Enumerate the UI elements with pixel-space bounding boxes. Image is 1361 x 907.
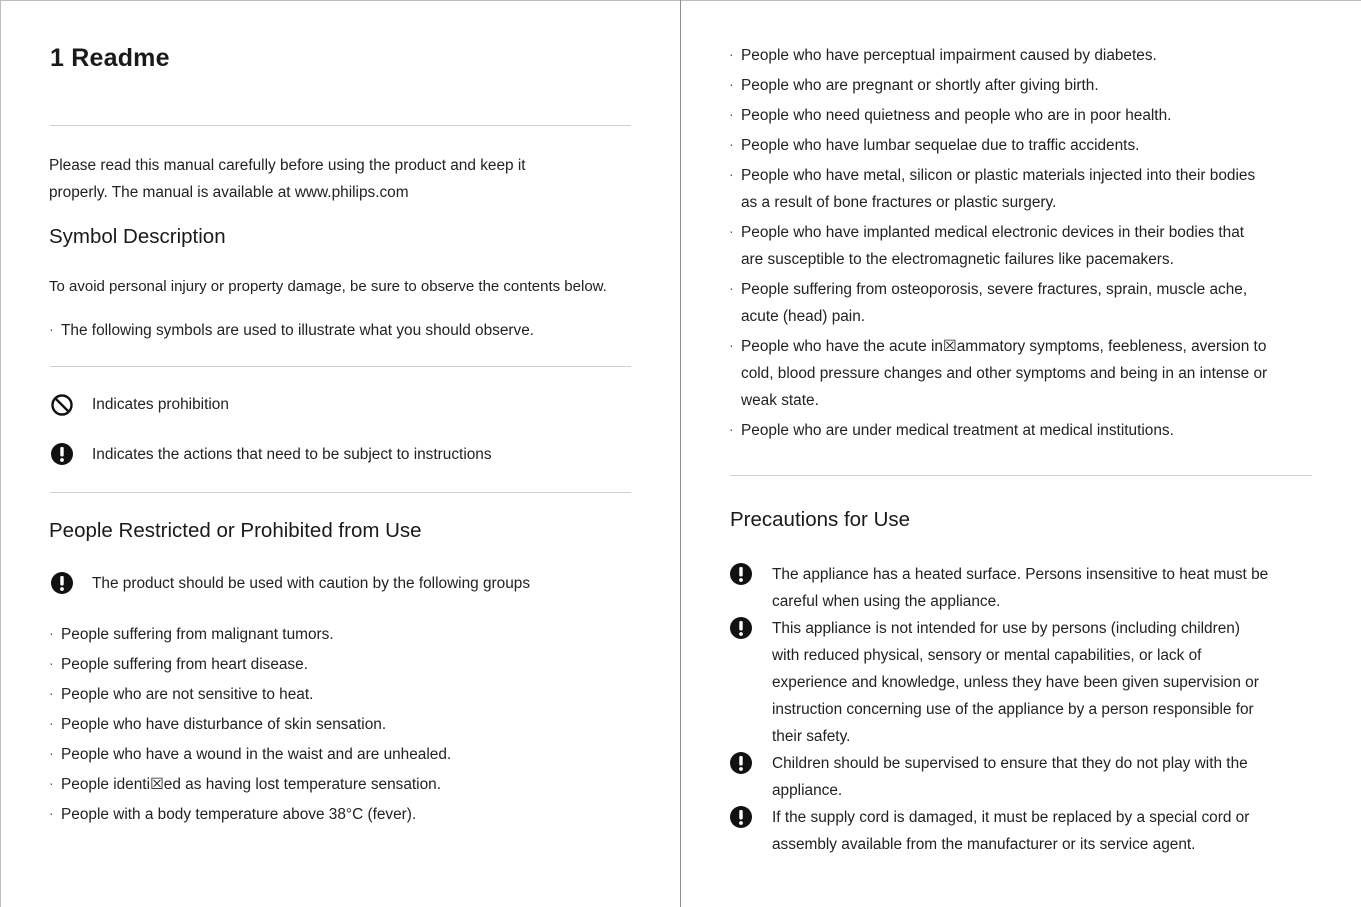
precaution-item: Children should be supervised to ensure that they do not play with the <box>772 755 1248 772</box>
bullet-dot: · <box>49 715 54 731</box>
precaution-item: their safety. <box>772 728 851 745</box>
divider <box>730 475 1312 476</box>
precaution-item: careful when using the appliance. <box>772 593 1001 610</box>
exclamation-icon <box>729 562 753 586</box>
exclamation-icon <box>50 571 74 595</box>
list-item: as a result of bone fractures or plastic surgery. <box>741 194 1057 211</box>
symbol-prohibition-label: Indicates prohibition <box>92 396 229 413</box>
restricted-heading: People Restricted or Prohibited from Use <box>49 519 422 542</box>
precaution-item: instruction concerning use of the appliance by a person responsible for <box>772 701 1254 718</box>
divider <box>50 366 631 367</box>
list-item: People who are under medical treatment at medical institutions. <box>741 422 1174 439</box>
page-title: 1 Readme <box>50 44 170 72</box>
precaution-item: experience and knowledge, unless they have been given supervision or <box>772 674 1259 691</box>
bullet-dot: · <box>49 655 54 671</box>
left-page <box>0 0 680 907</box>
bullet-dot: · <box>729 46 734 62</box>
list-item: People who are not sensitive to heat. <box>61 686 314 703</box>
list-item: People who have implanted medical electronic devices in their bodies that <box>741 224 1245 241</box>
bullet-dot: · <box>729 337 734 353</box>
restricted-note: The product should be used with caution by the following groups <box>92 575 531 592</box>
list-item: People who are pregnant or shortly after giving birth. <box>741 77 1099 94</box>
divider <box>50 125 631 126</box>
exclamation-icon <box>729 751 753 775</box>
list-item: weak state. <box>741 392 819 409</box>
bullet-dot: · <box>729 421 734 437</box>
list-item: People suffering from heart disease. <box>61 656 308 673</box>
bullet-dot: · <box>49 625 54 641</box>
bullet-dot: · <box>729 166 734 182</box>
list-item: People who have lumbar sequelae due to traffic accidents. <box>741 137 1140 154</box>
list-item: People who have disturbance of skin sensation. <box>61 716 387 733</box>
list-item: are susceptible to the electromagnetic failures like pacemakers. <box>741 251 1174 268</box>
divider <box>50 492 631 493</box>
list-item: acute (head) pain. <box>741 308 866 325</box>
bullet-dot: · <box>729 280 734 296</box>
list-item: People identi☒ed as having lost temperature sensation. <box>61 776 441 793</box>
precaution-item: This appliance is not intended for use by persons (including children) <box>772 620 1240 637</box>
precaution-item: assembly available from the manufacturer or its service agent. <box>772 836 1196 853</box>
list-item: People who have a wound in the waist and are unhealed. <box>61 746 452 763</box>
intro-line-2: properly. The manual is available at www.philips.com <box>49 184 409 201</box>
intro-line-1: Please read this manual carefully before using the product and keep it <box>49 157 526 174</box>
bullet-dot: · <box>49 685 54 701</box>
list-item: People with a body temperature above 38°C (fever). <box>61 806 417 823</box>
precaution-item: with reduced physical, sensory or mental capabilities, or lack of <box>772 647 1202 664</box>
exclamation-icon <box>50 442 74 466</box>
symbol-instruction-label: Indicates the actions that need to be subject to instructions <box>92 446 492 463</box>
precaution-item: The appliance has a heated surface. Persons insensitive to heat must be <box>772 566 1269 583</box>
list-item: People suffering from osteoporosis, severe fractures, sprain, muscle ache, <box>741 281 1248 298</box>
bullet-dot: · <box>49 805 54 821</box>
precaution-item: If the supply cord is damaged, it must be replaced by a special cord or <box>772 809 1250 826</box>
bullet-dot: · <box>49 321 54 337</box>
bullet-dot: · <box>729 136 734 152</box>
bullet-dot: · <box>729 223 734 239</box>
list-item: People suffering from malignant tumors. <box>61 626 334 643</box>
symbol-intro: To avoid personal injury or property damage, be sure to observe the contents below. <box>49 278 607 295</box>
bullet-dot: · <box>49 745 54 761</box>
bullet-dot: · <box>729 106 734 122</box>
symbol-bullet: The following symbols are used to illustrate what you should observe. <box>61 322 535 339</box>
list-item: People who have metal, silicon or plastic materials injected into their bodies <box>741 167 1256 184</box>
exclamation-icon <box>729 805 753 829</box>
list-item: People who have perceptual impairment caused by diabetes. <box>741 47 1157 64</box>
right-page <box>681 0 1361 907</box>
symbol-description-heading: Symbol Description <box>49 225 226 248</box>
prohibition-icon <box>50 393 74 417</box>
bullet-dot: · <box>729 76 734 92</box>
precaution-item: appliance. <box>772 782 843 799</box>
list-item: cold, blood pressure changes and other symptoms and being in an intense or <box>741 365 1268 382</box>
bullet-dot: · <box>49 775 54 791</box>
list-item: People who have the acute in☒ammatory symptoms, feebleness, aversion to <box>741 338 1267 355</box>
precautions-heading: Precautions for Use <box>730 508 911 531</box>
exclamation-icon <box>729 616 753 640</box>
list-item: People who need quietness and people who are in poor health. <box>741 107 1172 124</box>
